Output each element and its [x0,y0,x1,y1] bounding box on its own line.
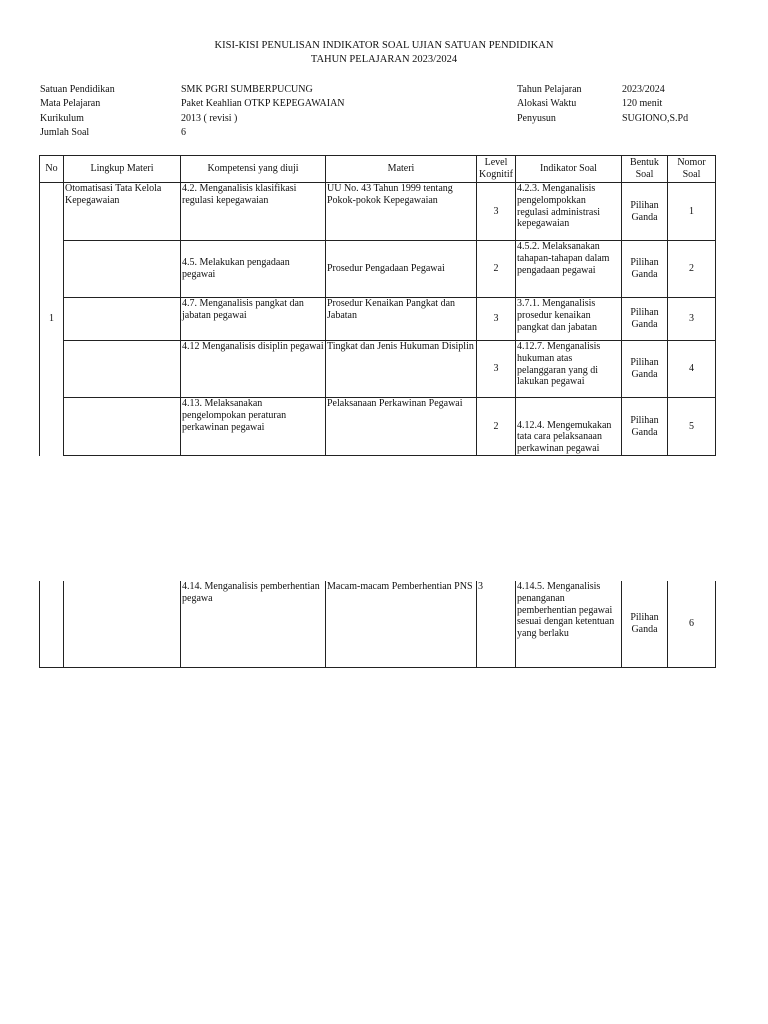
cell-no-empty [40,581,64,667]
cell-materi: Tingkat dan Jenis Hukuman Disiplin [326,341,477,398]
label-tahun-pelajaran: Tahun Pelajaran [517,84,582,95]
cell-lingkup-empty [64,341,181,398]
header-level-kognitif: Level Kognitif [477,156,516,183]
kisi-kisi-table-continued [39,581,716,668]
cell-level: 3 [477,581,516,667]
cell-materi: UU No. 43 Tahun 1999 tentang Pokok-pokok Kepegawaian [326,183,477,241]
cell-level: 2 [477,398,516,456]
table-row [40,341,716,398]
cell-nomor: 5 [668,398,716,456]
cell-nomor: 1 [668,183,716,241]
header-lingkup-materi: Lingkup Materi [64,156,181,183]
cell-bentuk: Pilihan Ganda [622,183,668,241]
table-row [40,183,716,241]
header-no: No [40,156,64,183]
table-header-row [40,156,716,183]
header-bentuk-soal: Bentuk Soal [622,156,668,183]
value-alokasi-waktu: 120 menit [622,98,663,110]
header-nomor-soal: Nomor Soal [668,156,716,183]
header-kompetensi: Kompetensi yang diuji [181,156,326,183]
cell-lingkup-empty [64,241,181,298]
label-jumlah-soal: Jumlah Soal [40,126,90,138]
cell-bentuk: Pilihan Ganda [622,298,668,341]
cell-kompetensi: 4.5. Melakukan pengadaan pegawai [181,241,326,298]
cell-indikator: 4.14.5. Menganalisis penanganan pemberhentian pegawai sesuai dengan ketentuan yang berlaku [516,581,622,667]
table-row [40,241,716,298]
cell-nomor: 2 [668,241,716,298]
cell-kompetensi: 4.14. Menganalisis pemberhentian pegawa [181,581,326,667]
cell-lingkup-empty [64,581,181,667]
value-satuan-pendidikan: SMK PGRI SUMBERPUCUNG [181,84,313,95]
cell-level: 3 [477,298,516,341]
value-mata-pelajaran: Paket Keahlian OTKP KEPEGAWAIAN [181,98,345,110]
value-kurikulum: 2013 ( revisi ) [181,112,238,124]
meta-right-labels [517,83,582,126]
table-row [40,398,716,456]
cell-bentuk: Pilihan Ganda [622,581,668,667]
document-subtitle: TAHUN PELAJARAN 2023/2024 [310,54,458,65]
table-row [40,298,716,341]
cell-indikator: 4.5.2. Melaksanakan tahapan-tahapan dalam pengadaan pegawai [516,241,622,298]
cell-indikator: 4.12.7. Menganalisis hukuman atas pelanggaran yang di lakukan pegawai [516,341,622,398]
cell-materi: Pelaksanaan Perkawinan Pegawai [326,398,477,456]
cell-bentuk: Pilihan Ganda [622,241,668,298]
cell-kompetensi: 4.13. Melaksanakan pengelompokan peraturan perkawinan pegawai [181,398,326,456]
meta-left-values [181,83,345,140]
cell-level: 2 [477,241,516,298]
label-alokasi-waktu: Alokasi Waktu [517,98,577,110]
value-tahun-pelajaran: 2023/2024 [622,84,665,95]
label-mata-pelajaran: Mata Pelajaran [40,98,101,110]
cell-nomor: 6 [668,581,716,667]
table-row [40,581,716,667]
cell-indikator: 4.12.4. Mengemukakan tata cara pelaksanaan perkawinan pegawai [516,398,622,456]
document-title: KISI-KISI PENULISAN INDIKATOR SOAL UJIAN SATUAN PENDIDIKAN [214,40,554,51]
cell-kompetensi: 4.12 Menganalisis disiplin pegawai [181,341,326,398]
cell-materi: Prosedur Kenaikan Pangkat dan Jabatan [326,298,477,341]
label-penyusun: Penyusun [517,112,556,124]
cell-indikator: 4.2.3. Menganalisis pengelompokkan regulasi administrasi kepegawaian [516,183,622,241]
cell-no: 1 [40,183,64,456]
cell-materi: Macam-macam Pemberhentian PNS [326,581,477,667]
cell-lingkup-empty [64,298,181,341]
cell-indikator: 3.7.1. Menganalisis prosedur kenaikan pangkat dan jabatan [516,298,622,341]
header-indikator-soal: Indikator Soal [516,156,622,183]
cell-kompetensi: 4.7. Menganalisis pangkat dan jabatan pegawai [181,298,326,341]
cell-bentuk: Pilihan Ganda [622,341,668,398]
cell-level: 3 [477,183,516,241]
meta-left-labels [40,83,115,140]
cell-nomor: 4 [668,341,716,398]
cell-materi: Prosedur Pengadaan Pegawai [326,241,477,298]
cell-kompetensi: 4.2. Menganalisis klasifikasi regulasi kepegawaian [181,183,326,241]
label-kurikulum: Kurikulum [40,112,84,124]
value-penyusun: SUGIONO,S.Pd [622,112,689,124]
value-jumlah-soal: 6 [181,126,186,138]
label-satuan-pendidikan: Satuan Pendidikan [40,84,115,95]
cell-lingkup: Otomatisasi Tata Kelola Kepegawaian [64,183,181,241]
cell-level: 3 [477,341,516,398]
kisi-kisi-table [39,155,716,456]
cell-nomor: 3 [668,298,716,341]
cell-bentuk: Pilihan Ganda [622,398,668,456]
meta-right-values [622,83,688,126]
cell-lingkup-empty [64,398,181,456]
header-materi: Materi [326,156,477,183]
